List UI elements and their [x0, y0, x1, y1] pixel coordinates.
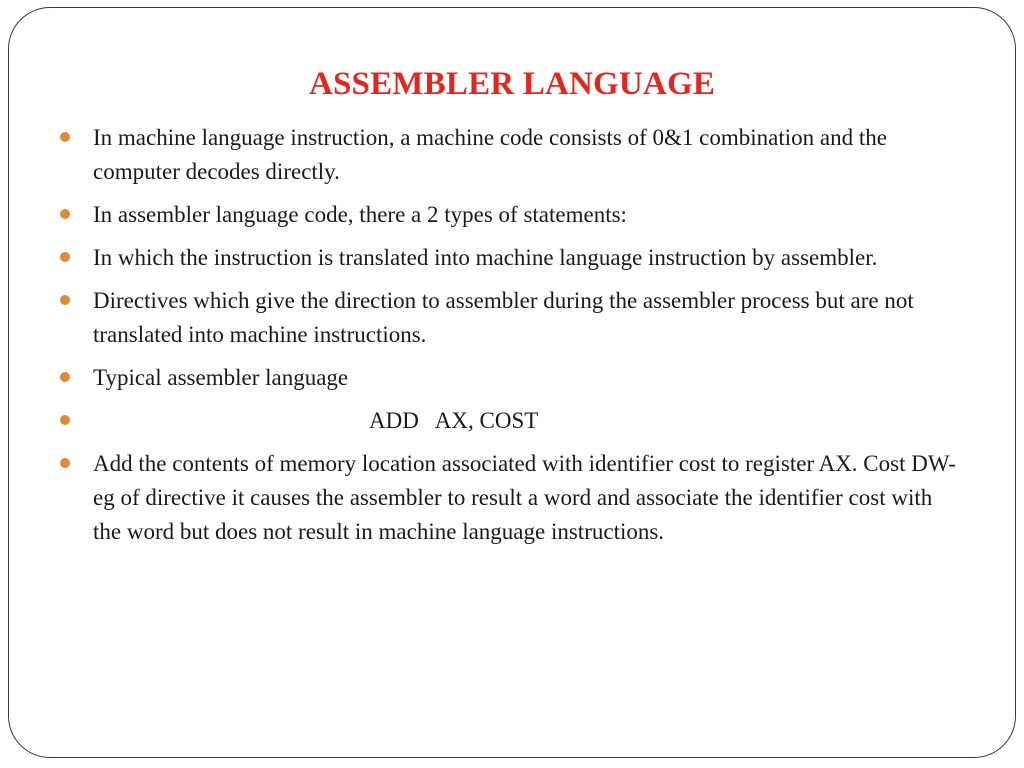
- bullet-text: In machine language instruction, a machine code consists of 0&1 combination and the computer decodes directly.: [93, 125, 887, 184]
- bullet-item: [60, 121, 960, 189]
- bullet-dot-icon: [60, 132, 70, 142]
- bullet-item: [60, 361, 960, 395]
- bullet-text: In which the instruction is translated into machine language instruction by assembler.: [93, 245, 878, 270]
- bullet-item-code: [60, 404, 960, 438]
- bullet-list: [60, 121, 960, 558]
- bullet-text: In assembler language code, there a 2 types of statements:: [93, 202, 627, 227]
- slide-title: ASSEMBLER LANGUAGE: [308, 66, 716, 102]
- bullet-dot-icon: [60, 372, 70, 382]
- bullet-dot-icon: [60, 415, 70, 425]
- bullet-text: Add the contents of memory location associated with identifier cost to register AX. Cost DW-eg of directive it causes the assembler to result a word and associate the identifier cost with the word but does not result in machine language instructions.: [93, 451, 956, 544]
- bullet-text: Typical assembler language: [93, 365, 349, 390]
- bullet-item: [60, 284, 960, 352]
- code-example: ADD AX, COST: [369, 408, 539, 433]
- bullet-dot-icon: [60, 295, 70, 305]
- bullet-item: [60, 198, 960, 232]
- bullet-dot-icon: [60, 209, 70, 219]
- bullet-item: [60, 241, 960, 275]
- bullet-text: Directives which give the direction to assembler during the assembler process but are not translated into machine instructions.: [93, 288, 914, 347]
- bullet-dot-icon: [60, 252, 70, 262]
- bullet-dot-icon: [60, 458, 70, 468]
- bullet-item: [60, 447, 960, 549]
